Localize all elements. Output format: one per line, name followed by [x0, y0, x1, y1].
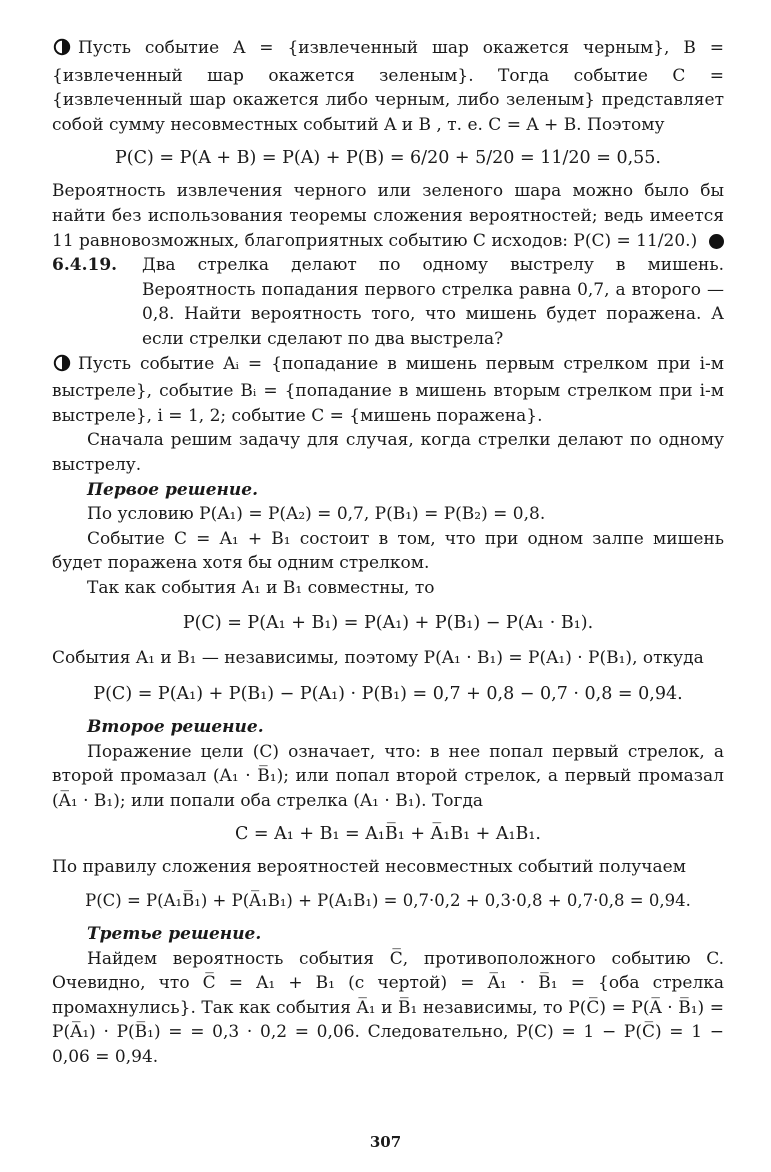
- solution-paragraph-1: Пусть событие Aᵢ = {попадание в мишень первым стрелком при i-м выстреле}, событие Bᵢ = {попадание в мишень вторым стрелком при i-м выстреле}, i = 1, 2; событие C = {мишень поражена}.: [52, 353, 724, 426]
- solution-paragraph-6: События A₁ и B₁ — независимы, поэтому P(A₁ · B₁) = P(A₁) · P(B₁), откуда: [52, 648, 704, 669]
- solution-paragraph-9: Найдем вероятность события C̅, противоположного событию C. Очевидно, что C̅ = A₁ + B₁ (с чертой) = A̅₁ · B̅₁ = {оба стрелка промахнулись}. Так как события A̅₁ и B̅₁ независимы, то P(C̅) = P(A̅ · B̅₁) = P(A̅₁) · P(B̅₁) = = 0,3 · 0,2 = 0,06. Следовательно, P(C) = 1 − P(C̅) = 1 − 0,06 = 0,94.: [52, 948, 724, 1067]
- solution-paragraph-3: По условию P(A₁) = P(A₂) = 0,7, P(B₁) = P(B₂) = 0,8.: [87, 504, 546, 525]
- task-number: 6.4.19.: [52, 255, 118, 276]
- task-6-4-19: [52, 253, 724, 351]
- heading-third-solution: Третье решение.: [87, 924, 262, 945]
- page-body: [52, 36, 724, 1070]
- task-text: Два стрелка делают по одному выстрелу в мишень. Вероятность попадания первого стрелка равна 0,7, а второго — 0,8. Найти вероятность того, что мишень будет поражена. А если стрелки сделают по два выстрела?: [142, 255, 724, 349]
- equation-4: C = A₁ + B₁ = A₁B̅₁ + A̅₁B₁ + A₁B₁.: [234, 824, 541, 845]
- heading-first-solution: Первое решение.: [87, 479, 258, 500]
- equation-5: P(C) = P(A₁B̅₁) + P(A̅₁B₁) + P(A₁B₁) = 0,7·0,2 + 0,3·0,8 + 0,7·0,8 = 0,94.: [85, 891, 691, 911]
- heading-second-solution: Второе решение.: [87, 717, 264, 738]
- intro-paragraph-2: Вероятность извлечения черного или зеленого шара можно было бы найти без использования теоремы сложения вероятностей; ведь имеется 11 равновозможных, благоприятных событию C исходов: P(C) = 11/20.): [52, 181, 724, 251]
- solution-paragraph-4: Событие C = A₁ + B₁ состоит в том, что при одном залпе мишень будет поражена хотя бы одним стрелком.: [52, 528, 724, 574]
- solution-start-icon: [52, 38, 72, 64]
- equation-2: P(C) = P(A₁ + B₁) = P(A₁) + P(B₁) − P(A₁ · B₁).: [182, 613, 594, 634]
- equation-1: P(C) = P(A + B) = P(A) + P(B) = 6/20 + 5/20 = 11/20 = 0,55.: [115, 148, 661, 169]
- solution-paragraph-5: Так как события A₁ и B₁ совместны, то: [87, 577, 435, 598]
- solution-paragraph-8: По правилу сложения вероятностей несовместных событий получаем: [52, 857, 686, 878]
- solution-paragraph-7: Поражение цели (C) означает, что: в нее попал первый стрелок, а второй промазал (A₁ · B̅₁); или попал второй стрелок, а первый промазал (A̅₁ · B₁); или попали оба стрелка (A₁ · B₁). Тогда: [52, 741, 724, 811]
- equation-3: P(C) = P(A₁) + P(B₁) − P(A₁) · P(B₁) = 0,7 + 0,8 − 0,7 · 0,8 = 0,94.: [93, 684, 683, 705]
- solution-start-icon: [52, 354, 72, 380]
- intro-paragraph-1: Пусть событие A = {извлеченный шар окажется черным}, B = {извлеченный шар окажется зеленым}. Тогда событие C = {извлеченный шар окажется либо черным, либо зеленым} представляет собой сумму несовместных событий A и B , т. е. C = A + B. Поэтому: [52, 38, 724, 135]
- solution-end-icon: [709, 234, 724, 249]
- solution-paragraph-2: Сначала решим задачу для случая, когда стрелки делают по одному выстрелу.: [52, 430, 724, 475]
- page-number: 307: [369, 1133, 402, 1151]
